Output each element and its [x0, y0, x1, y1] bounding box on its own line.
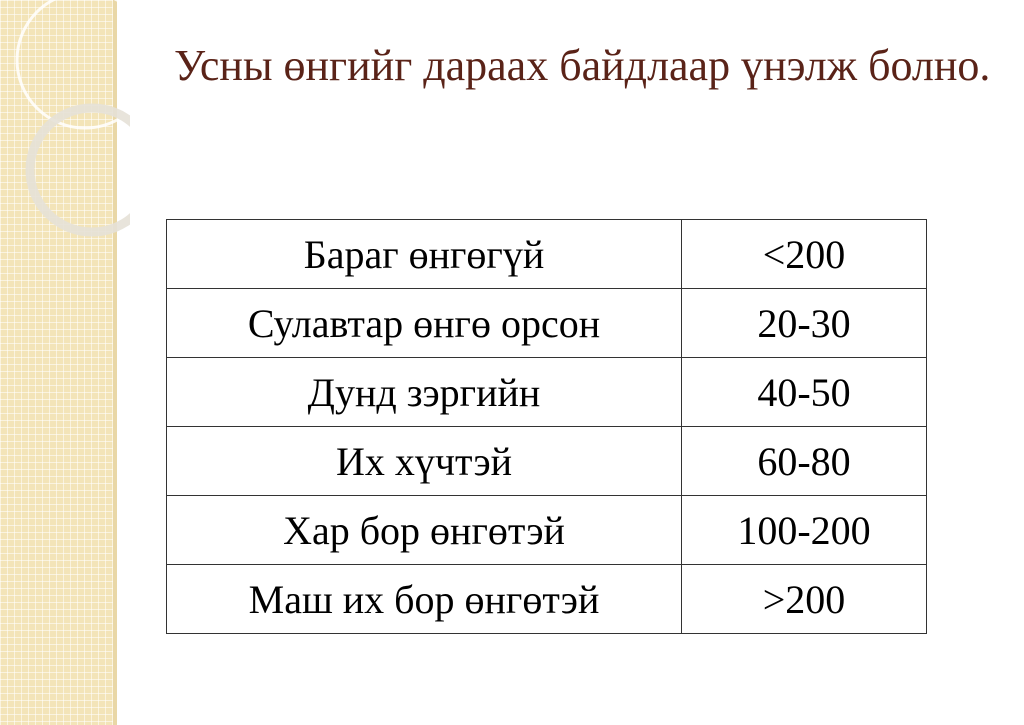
row-value: 60-80 — [682, 427, 927, 496]
row-value: 40-50 — [682, 358, 927, 427]
table-row — [167, 358, 927, 427]
row-value: <200 — [682, 220, 927, 289]
table-row — [167, 289, 927, 358]
table-row — [167, 496, 927, 565]
row-value: >200 — [682, 565, 927, 634]
row-label: Хар бор өнгөтэй — [167, 496, 682, 565]
data-table-container — [166, 219, 927, 634]
row-label: Дунд зэргийн — [167, 358, 682, 427]
row-value: 100-200 — [682, 496, 927, 565]
decorative-rings — [0, 0, 130, 240]
table-row — [167, 220, 927, 289]
slide-title: Усны өнгийг дараах байдлаар үнэлж болно. — [174, 41, 991, 90]
row-label: Их хүчтэй — [167, 427, 682, 496]
row-value: 20-30 — [682, 289, 927, 358]
table-row — [167, 565, 927, 634]
row-label: Сулавтар өнгө орсон — [167, 289, 682, 358]
row-label: Бараг өнгөгүй — [167, 220, 682, 289]
water-color-table — [166, 219, 927, 634]
table-row — [167, 427, 927, 496]
row-label: Маш их бор өнгөтэй — [167, 565, 682, 634]
